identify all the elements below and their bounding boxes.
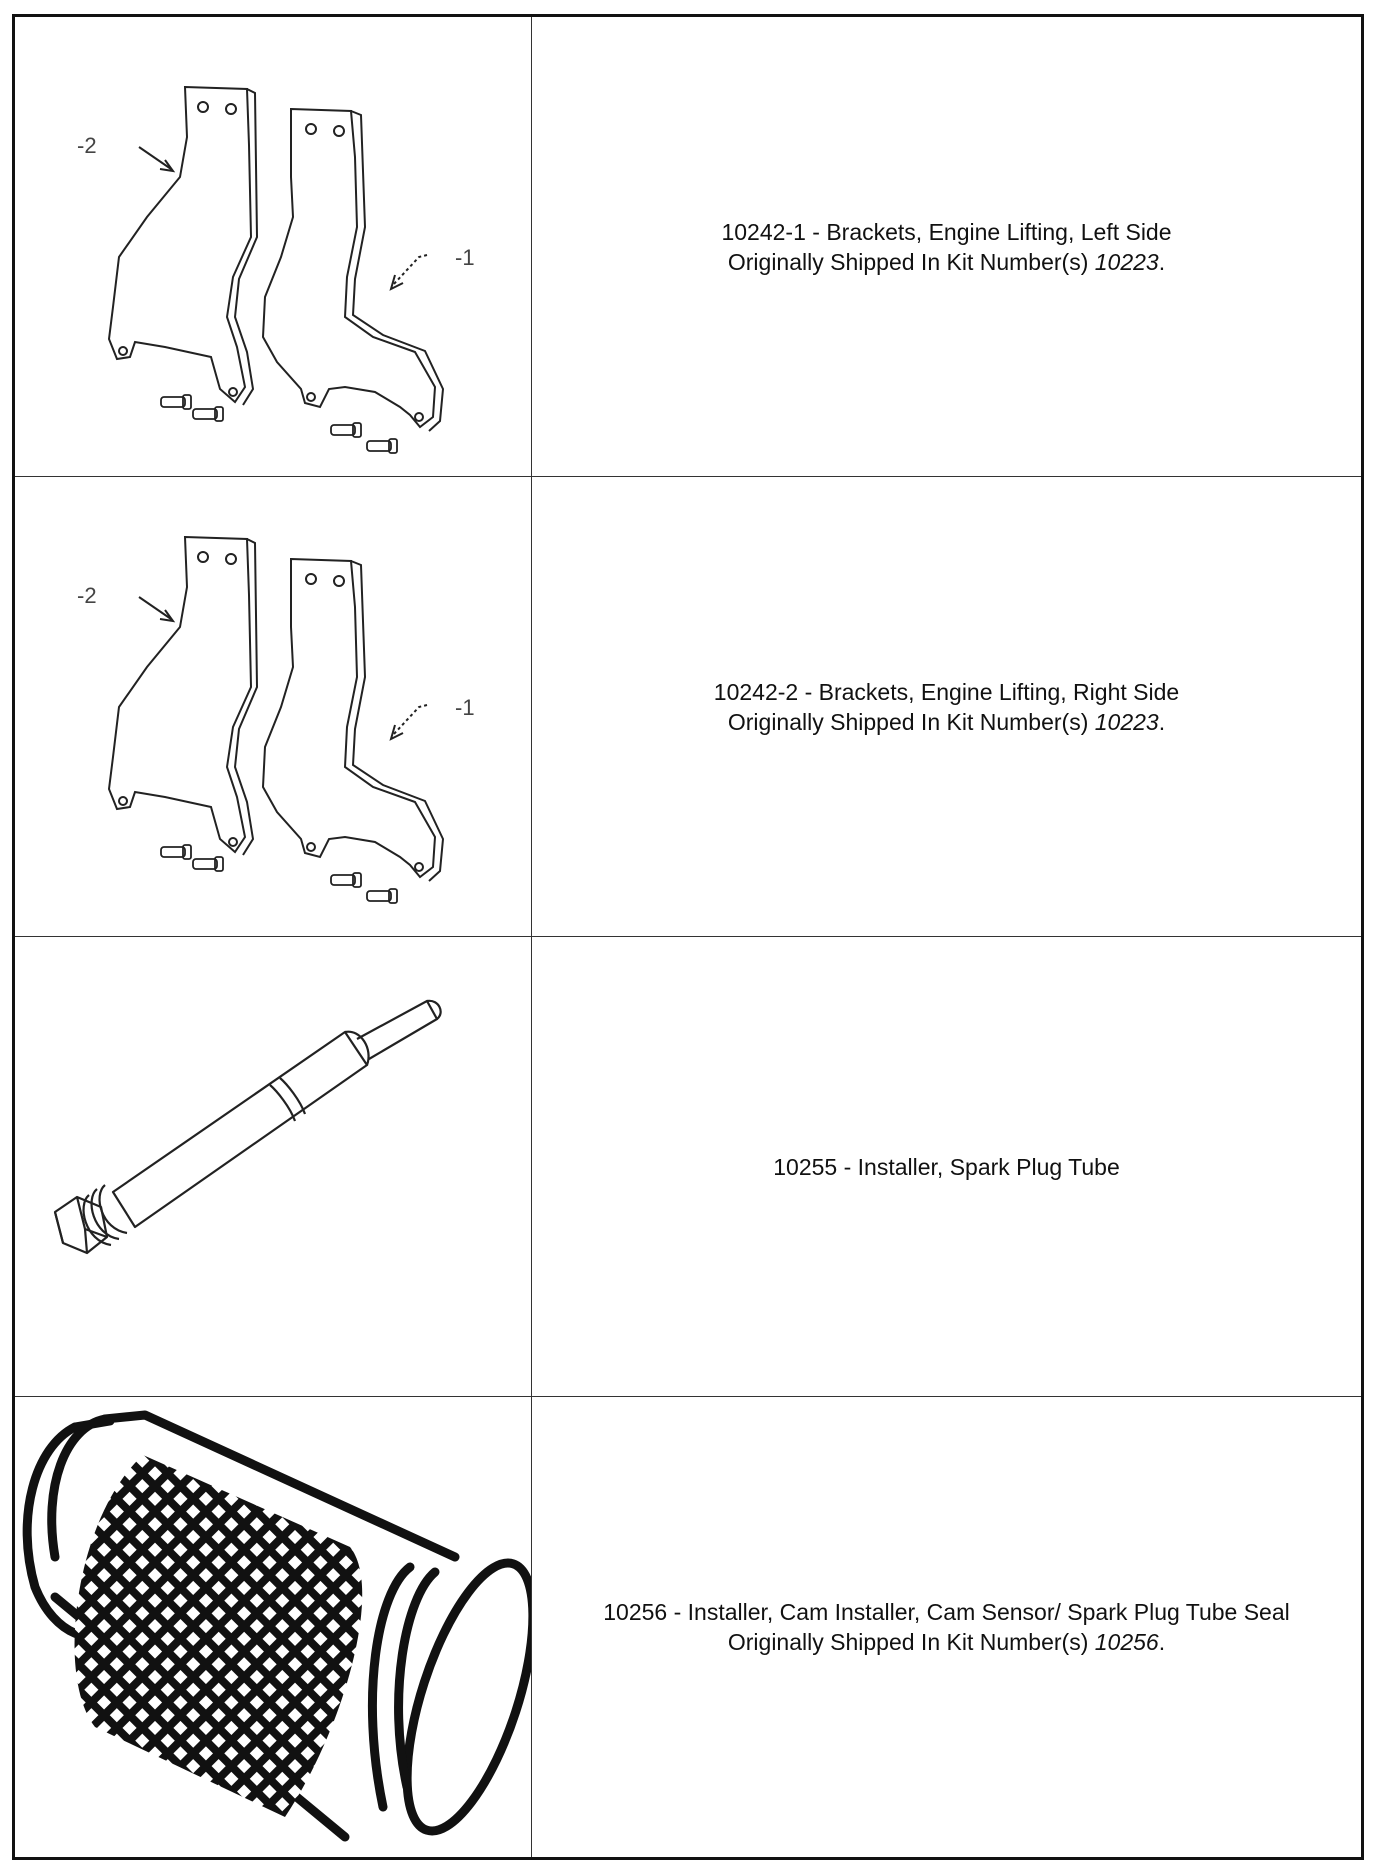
item-2-title: 10242-2 - Brackets, Engine Lifting, Right Side: [713, 678, 1180, 705]
callout-minus-1: -1: [455, 695, 475, 720]
tool-catalog-table: [12, 14, 1364, 1860]
item-1-title: 10242-1 - Brackets, Engine Lifting, Left Side: [721, 218, 1172, 245]
engine-lifting-brackets-drawing: [15, 17, 532, 477]
knurled-cam-installer-drawing: [15, 1397, 532, 1857]
engine-lifting-brackets-drawing: [15, 477, 532, 937]
callout-minus-1: -1: [455, 245, 475, 270]
kit-number: 10256: [1094, 1629, 1159, 1655]
callout-minus-2: -2: [77, 133, 97, 158]
kit-prefix: Originally Shipped In Kit Number(s): [727, 1629, 1089, 1655]
kit-number: 10223: [1094, 708, 1159, 735]
item-1-kit-line: Originally Shipped In Kit Number(s) 10223.: [727, 248, 1166, 275]
item-2-image: [15, 477, 532, 937]
spark-plug-tube-installer-drawing: [15, 937, 532, 1397]
item-4-kit-line: Originally Shipped In Kit Number(s) 10256.: [727, 1629, 1166, 1655]
kit-number: 10223: [1094, 248, 1159, 275]
item-1-description: [532, 17, 1361, 477]
item-1-image: [15, 17, 532, 477]
item-3-description: [532, 937, 1361, 1397]
item-4-image: [15, 1397, 532, 1857]
item-3-image: [15, 937, 532, 1397]
item-3-title: 10255 - Installer, Spark Plug Tube: [773, 1153, 1120, 1180]
kit-prefix: Originally Shipped In Kit Number(s): [727, 248, 1089, 275]
kit-prefix: Originally Shipped In Kit Number(s): [727, 708, 1089, 735]
item-2-description: [532, 477, 1361, 937]
callout-minus-2: -2: [77, 583, 97, 608]
item-2-kit-line: Originally Shipped In Kit Number(s) 10223.: [727, 708, 1166, 735]
item-4-title: 10256 - Installer, Cam Installer, Cam Sensor/ Spark Plug Tube Seal: [603, 1599, 1290, 1625]
item-4-description: [532, 1397, 1361, 1857]
